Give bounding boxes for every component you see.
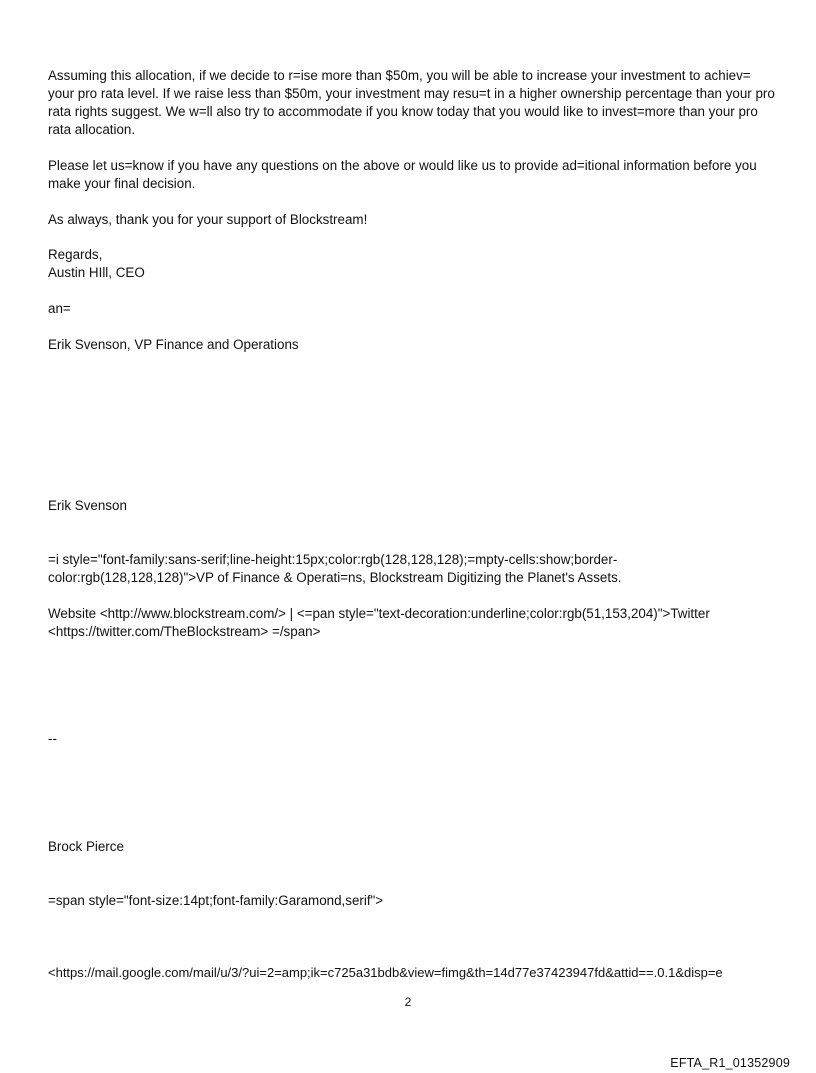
questions-paragraph: Please let us=know if you have any questions on the above or would like us to provide ad=itional information before you make your final decision. bbox=[48, 158, 757, 191]
quoted-span-fragment: =span style="font-size:14pt;font-family:Garamond,serif"> bbox=[48, 893, 384, 908]
conjunction-line: an= bbox=[48, 301, 71, 316]
page-number: 2 bbox=[404, 995, 412, 1009]
closing-line: Regards, bbox=[48, 247, 103, 262]
quoted-url-fragment: <https://mail.google.com/mail/u/3/?ui=2=amp;ik=c725a31bdb&view=fimg&th=14d77e37423947fd&attid==.0.1&disp=e bbox=[48, 965, 723, 980]
thanks-paragraph: As always, thank you for your support of Blockstream! bbox=[48, 212, 368, 227]
signer-ceo: Austin HIll, CEO bbox=[48, 265, 145, 280]
signature-html-fragment: =i style="font-family:sans-serif;line-height:15px;color:rgb(128,128,128);=mpty-cells:show;border-color:rgb(128,128,128)">VP of Finance & Operati=ns, Blockstream Digitizing the Planet's Assets. bbox=[48, 552, 622, 585]
document-id: EFTA_R1_01352909 bbox=[670, 1056, 790, 1070]
quoted-sender-name: Brock Pierce bbox=[48, 839, 124, 854]
signer-vp: Erik Svenson, VP Finance and Operations bbox=[48, 337, 299, 352]
signature-links-line: Website <http://www.blockstream.com/> | <=pan style="text-decoration:underline;color:rgb(51,153,204)">Twitter <https://twitter.com/TheBlockstream> =/span> bbox=[48, 606, 710, 639]
allocation-paragraph: Assuming this allocation, if we decide to r=ise more than $50m, you will be able to increase your investment to achiev= your pro rata level. If we raise less than $50m, your investment may resu=t in a higher ownership percentage than your pro rata rights suggest. We w=ll also try to accommodate if you know today that you would like to invest=more than your pro rata allocation. bbox=[48, 68, 775, 137]
separator-line: -- bbox=[48, 731, 57, 746]
signature-name: Erik Svenson bbox=[48, 498, 127, 513]
